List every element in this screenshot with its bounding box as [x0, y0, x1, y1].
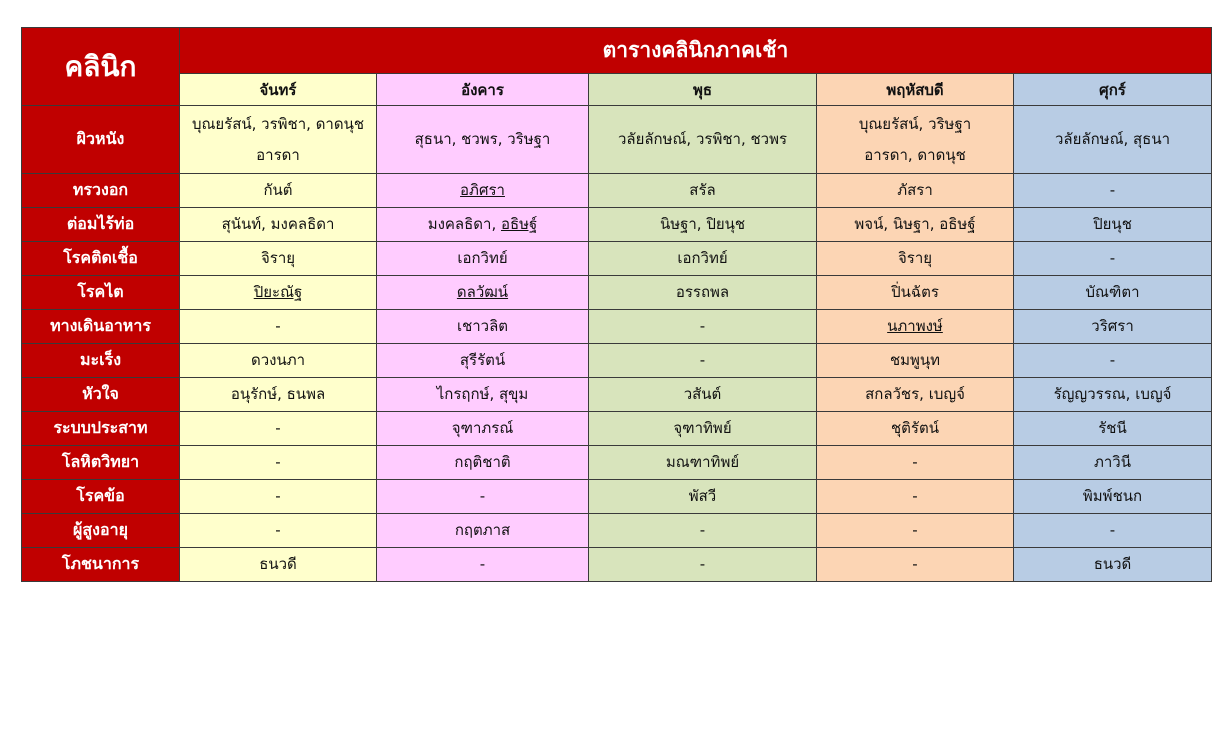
table-row — [22, 310, 1212, 344]
clinic-name: มะเร็ง — [22, 344, 180, 378]
table-row — [22, 548, 1212, 582]
doctor-names: - — [479, 487, 486, 505]
schedule-cell-monday — [180, 514, 377, 548]
schedule-cell-friday — [1014, 106, 1212, 174]
schedule-cell-tuesday — [377, 548, 589, 582]
doctor-names: อารดา — [256, 145, 300, 164]
clinic-column-header: คลินิก — [22, 28, 180, 106]
doctor-names: สุนันท์, มงคลธิดา — [221, 215, 335, 233]
clinic-name: ทรวงอก — [22, 174, 180, 208]
doctor-names: - — [699, 555, 706, 573]
schedule-cell-wednesday — [589, 446, 817, 480]
schedule-cell-wednesday — [589, 480, 817, 514]
doctor-names: ภาวินี — [1094, 453, 1131, 471]
schedule-cell-thursday — [817, 344, 1014, 378]
doctor-names: เอกวิทย์ — [457, 249, 508, 267]
schedule-cell-thursday — [817, 242, 1014, 276]
table-row — [22, 446, 1212, 480]
doctor-names: - — [912, 555, 918, 573]
table-row — [22, 242, 1212, 276]
clinic-schedule-table — [21, 27, 1212, 582]
schedule-cell-thursday — [817, 106, 1014, 174]
schedule-cell-thursday — [817, 514, 1014, 548]
doctor-names: วสันต์ — [683, 385, 722, 403]
doctor-names: กฤตภาส — [454, 521, 511, 539]
doctor-names: วลัยลักษณ์, วรพิชา, ชวพร — [617, 130, 788, 148]
doctor-names: ปิยนุช — [1093, 215, 1132, 233]
doctor-names: พัสวี — [688, 487, 717, 505]
doctor-names: อภิศรา — [460, 181, 505, 199]
clinic-name: ผิวหนัง — [22, 106, 180, 174]
doctor-names: - — [275, 487, 281, 505]
schedule-cell-friday — [1014, 446, 1212, 480]
schedule-cell-friday — [1014, 514, 1212, 548]
schedule-cell-wednesday — [589, 174, 817, 208]
schedule-cell-wednesday — [589, 242, 817, 276]
schedule-cell-friday — [1014, 208, 1212, 242]
doctor-names: - — [699, 521, 706, 539]
doctor-names: - — [1109, 521, 1116, 539]
doctor-names: - — [912, 521, 918, 539]
schedule-cell-friday — [1014, 548, 1212, 582]
doctor-names: อนุรักษ์, ธนพล — [230, 385, 326, 403]
schedule-cell-tuesday — [377, 310, 589, 344]
doctor-names: - — [1109, 351, 1116, 369]
doctor-names: อารดา, ดาดนุช — [864, 145, 966, 164]
doctor-names: จิรายุ — [897, 249, 933, 267]
doctor-names: - — [912, 487, 918, 505]
schedule-cell-friday — [1014, 276, 1212, 310]
schedule-cell-wednesday — [589, 378, 817, 412]
schedule-cell-tuesday — [377, 242, 589, 276]
doctor-names: สุรีรัตน์ — [459, 351, 506, 369]
doctor-names: - — [1109, 249, 1116, 267]
schedule-cell-tuesday — [377, 514, 589, 548]
clinic-name: ระบบประสาท — [22, 412, 180, 446]
table-row — [22, 514, 1212, 548]
doctor-names: - — [1109, 181, 1116, 199]
doctor-names: กฤติชาติ — [454, 453, 511, 471]
doctor-names: จุฑาภรณ์ — [451, 419, 514, 437]
schedule-cell-wednesday — [589, 310, 817, 344]
doctor-name-text: มงคลธิดา, — [427, 215, 501, 233]
schedule-cell-tuesday — [377, 344, 589, 378]
schedule-cell-friday — [1014, 412, 1212, 446]
schedule-cell-tuesday — [377, 412, 589, 446]
doctor-names: บัณฑิตา — [1085, 283, 1140, 301]
doctor-names: สกลวัชร, เบญจ์ — [865, 385, 965, 403]
schedule-cell-thursday — [817, 174, 1014, 208]
day-header-monday: จันทร์ — [180, 74, 377, 106]
schedule-cell-thursday — [817, 412, 1014, 446]
day-header-friday: ศุกร์ — [1014, 74, 1212, 106]
schedule-cell-wednesday — [589, 548, 817, 582]
schedule-cell-tuesday — [377, 446, 589, 480]
doctor-names: ดลวัฒน์ — [456, 283, 509, 301]
schedule-cell-thursday — [817, 276, 1014, 310]
doctor-names: พิมพ์ชนก — [1082, 487, 1143, 505]
doctor-names: - — [479, 555, 486, 573]
schedule-cell-friday — [1014, 310, 1212, 344]
doctor-names: ดวงนภา — [250, 351, 306, 369]
doctor-names: อรรถพล — [675, 283, 730, 301]
doctor-names: นิษฐา, ปิยนุช — [659, 215, 746, 233]
doctor-names: บุณยรัสน์, วรพิชา, ดาดนุช — [191, 114, 365, 133]
schedule-cell-wednesday — [589, 514, 817, 548]
doctor-names: ภัสรา — [897, 181, 933, 199]
schedule-cell-monday — [180, 242, 377, 276]
doctor-names: วลัยลักษณ์, สุธนา — [1055, 130, 1171, 148]
doctor-names: นภาพงษ์ — [887, 317, 943, 335]
doctor-names — [377, 209, 588, 240]
clinic-name: โรคติดเชื้อ — [22, 242, 180, 276]
schedule-cell-friday — [1014, 344, 1212, 378]
schedule-cell-thursday — [817, 548, 1014, 582]
doctor-names: ปิ่นฉัตร — [891, 283, 939, 301]
schedule-cell-monday — [180, 412, 377, 446]
doctor-names: จุฑาทิพย์ — [673, 419, 732, 437]
table-row — [22, 480, 1212, 514]
doctor-names: รัญญวรรณ, เบญจ์ — [1053, 385, 1172, 403]
schedule-cell-monday — [180, 344, 377, 378]
schedule-cell-tuesday — [377, 106, 589, 174]
schedule-cell-monday — [180, 548, 377, 582]
table-title: ตารางคลินิกภาคเช้า — [180, 28, 1212, 74]
schedule-cell-monday — [180, 276, 377, 310]
doctor-names: เอกวิทย์ — [677, 249, 728, 267]
schedule-cell-thursday — [817, 480, 1014, 514]
clinic-name: ต่อมไร้ท่อ — [22, 208, 180, 242]
underlined-doctor-name: อธิษฐ์ — [500, 215, 538, 233]
day-header-thursday: พฤหัสบดี — [817, 74, 1014, 106]
schedule-cell-monday — [180, 106, 377, 174]
schedule-cell-tuesday — [377, 480, 589, 514]
doctor-names: ปิยะณัฐ — [253, 283, 303, 301]
table-row — [22, 378, 1212, 412]
schedule-cell-wednesday — [589, 208, 817, 242]
schedule-cell-friday — [1014, 378, 1212, 412]
doctor-names: เชาวลิต — [456, 317, 509, 335]
schedule-cell-friday — [1014, 480, 1212, 514]
doctor-names: กันต์ — [263, 181, 293, 199]
schedule-cell-tuesday — [377, 208, 589, 242]
day-header-row — [22, 74, 1212, 106]
clinic-name: โภชนาการ — [22, 548, 180, 582]
doctor-names: ชมพูนุท — [889, 351, 941, 369]
doctor-names: - — [275, 419, 281, 437]
schedule-cell-thursday — [817, 378, 1014, 412]
table-row — [22, 344, 1212, 378]
schedule-cell-wednesday — [589, 106, 817, 174]
clinic-name: ทางเดินอาหาร — [22, 310, 180, 344]
doctor-names: จิรายุ — [260, 249, 296, 267]
clinic-name: โรคไต — [22, 276, 180, 310]
doctor-names: - — [699, 317, 706, 335]
clinic-name: โลหิตวิทยา — [22, 446, 180, 480]
schedule-cell-monday — [180, 446, 377, 480]
doctor-names: สุธนา, ชวพร, วริษฐา — [414, 130, 551, 148]
schedule-cell-thursday — [817, 310, 1014, 344]
schedule-cell-friday — [1014, 174, 1212, 208]
day-header-wednesday: พุธ — [589, 74, 817, 106]
doctor-names: วริศรา — [1091, 317, 1134, 335]
schedule-cell-wednesday — [589, 344, 817, 378]
doctor-names: - — [275, 521, 281, 539]
schedule-cell-wednesday — [589, 412, 817, 446]
schedule-sheet — [21, 27, 1212, 582]
clinic-name: ผู้สูงอายุ — [22, 514, 180, 548]
table-row — [22, 276, 1212, 310]
doctor-names: พจน์, นิษฐา, อธิษฐ์ — [854, 215, 976, 233]
schedule-cell-friday — [1014, 242, 1212, 276]
title-row — [22, 28, 1212, 74]
schedule-cell-monday — [180, 480, 377, 514]
doctor-names: รัชนี — [1098, 419, 1127, 437]
table-row — [22, 208, 1212, 242]
schedule-cell-tuesday — [377, 174, 589, 208]
schedule-cell-wednesday — [589, 276, 817, 310]
doctor-names: ธนวดี — [259, 555, 297, 573]
doctor-names: ธนวดี — [1093, 555, 1132, 573]
schedule-cell-monday — [180, 174, 377, 208]
schedule-cell-thursday — [817, 446, 1014, 480]
doctor-names: - — [275, 317, 281, 335]
schedule-cell-monday — [180, 208, 377, 242]
table-row — [22, 106, 1212, 174]
day-header-tuesday: อังคาร — [377, 74, 589, 106]
schedule-cell-tuesday — [377, 276, 589, 310]
schedule-body — [22, 106, 1212, 582]
schedule-cell-monday — [180, 378, 377, 412]
doctor-names: สรัล — [689, 181, 716, 199]
schedule-cell-thursday — [817, 208, 1014, 242]
schedule-cell-tuesday — [377, 378, 589, 412]
doctor-names: ไกรฤกษ์, สุขุม — [436, 385, 529, 403]
doctor-names: บุณยรัสน์, วริษฐา — [858, 114, 972, 133]
table-row — [22, 174, 1212, 208]
doctor-names: ชุติรัตน์ — [891, 419, 939, 437]
doctor-names: มณฑาทิพย์ — [665, 453, 740, 471]
doctor-names: - — [699, 351, 706, 369]
clinic-name: โรคข้อ — [22, 480, 180, 514]
clinic-name: หัวใจ — [22, 378, 180, 412]
doctor-names: - — [275, 453, 281, 471]
table-row — [22, 412, 1212, 446]
schedule-cell-monday — [180, 310, 377, 344]
doctor-names: - — [912, 453, 918, 471]
